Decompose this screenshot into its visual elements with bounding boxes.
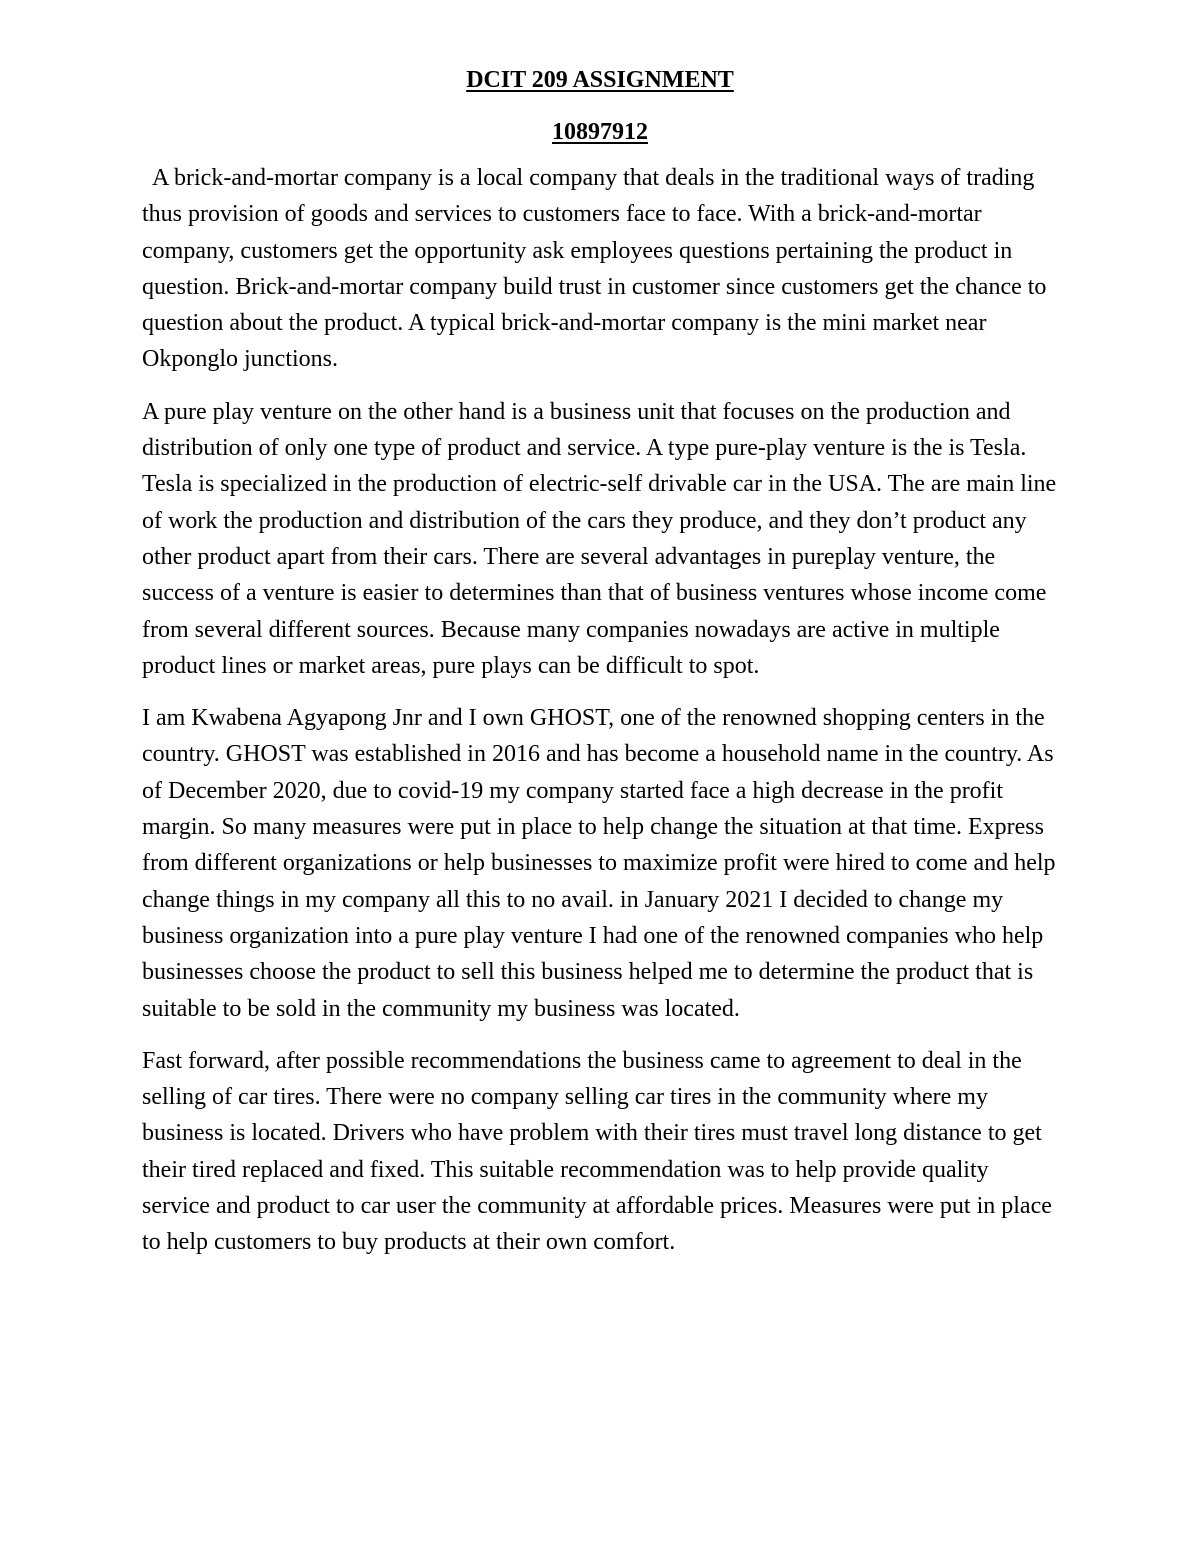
paragraph-ghost-story: I am Kwabena Agyapong Jnr and I own GHOST, one of the renowned shopping centers in the country. GHOST was established in 2016 and has become a household name in the country. As of December 2020, due to covid-19 my company started face a high decrease in the profit margin. So many measures were put in place to help change the situation at that time. Express from different organizations or help businesses to maximize profit were hired to come and help change things in my company all this to no avail. in January 2021 I decided to change my business organization into a pure play venture I had one of the renowned companies who help businesses choose the product to sell this business helped me to determine the product that is suitable to be sold in the community my business was located. (142, 705, 1056, 1022)
paragraph-brick-and-mortar: A brick-and-mortar company is a local company that deals in the traditional ways of trading thus provision of goods and services to customers face to face. With a brick-and-mortar company, customers get the opportunity ask employees questions pertaining the product in question. Brick-and-mortar company build trust in customer since customers get the chance to question about the product. A typical brick-and-mortar company is the mini market near Okponglo junctions. (142, 165, 1047, 373)
student-id: 10897912 (552, 119, 648, 145)
document-body (142, 160, 1062, 1277)
paragraph-pure-play: A pure play venture on the other hand is a business unit that focuses on the production and distribution of only one type of product and service. A type pure-play venture is the is Tesla. Tesla is specialized in the production of electric-self drivable car in the USA. The are main line of work the production and distribution of the cars they produce, and they don’t product any other product apart from their cars. There are several advantages in pureplay venture, the success of a venture is easier to determines than that of business ventures whose income come from several different sources. Because many companies nowadays are active in multiple product lines or market areas, pure plays can be difficult to spot. (142, 398, 1057, 679)
paragraph-car-tires: Fast forward, after possible recommendations the business came to agreement to deal in the selling of car tires. There were no company selling car tires in the community where my business is located. Drivers who have problem with their tires must travel long distance to get their tired replaced and fixed. This suitable recommendation was to help provide quality service and product to car user the community at affordable prices. Measures were put in place to help customers to buy products at their own comfort. (142, 1047, 1052, 1256)
document-title: DCIT 209 ASSIGNMENT (466, 67, 734, 93)
